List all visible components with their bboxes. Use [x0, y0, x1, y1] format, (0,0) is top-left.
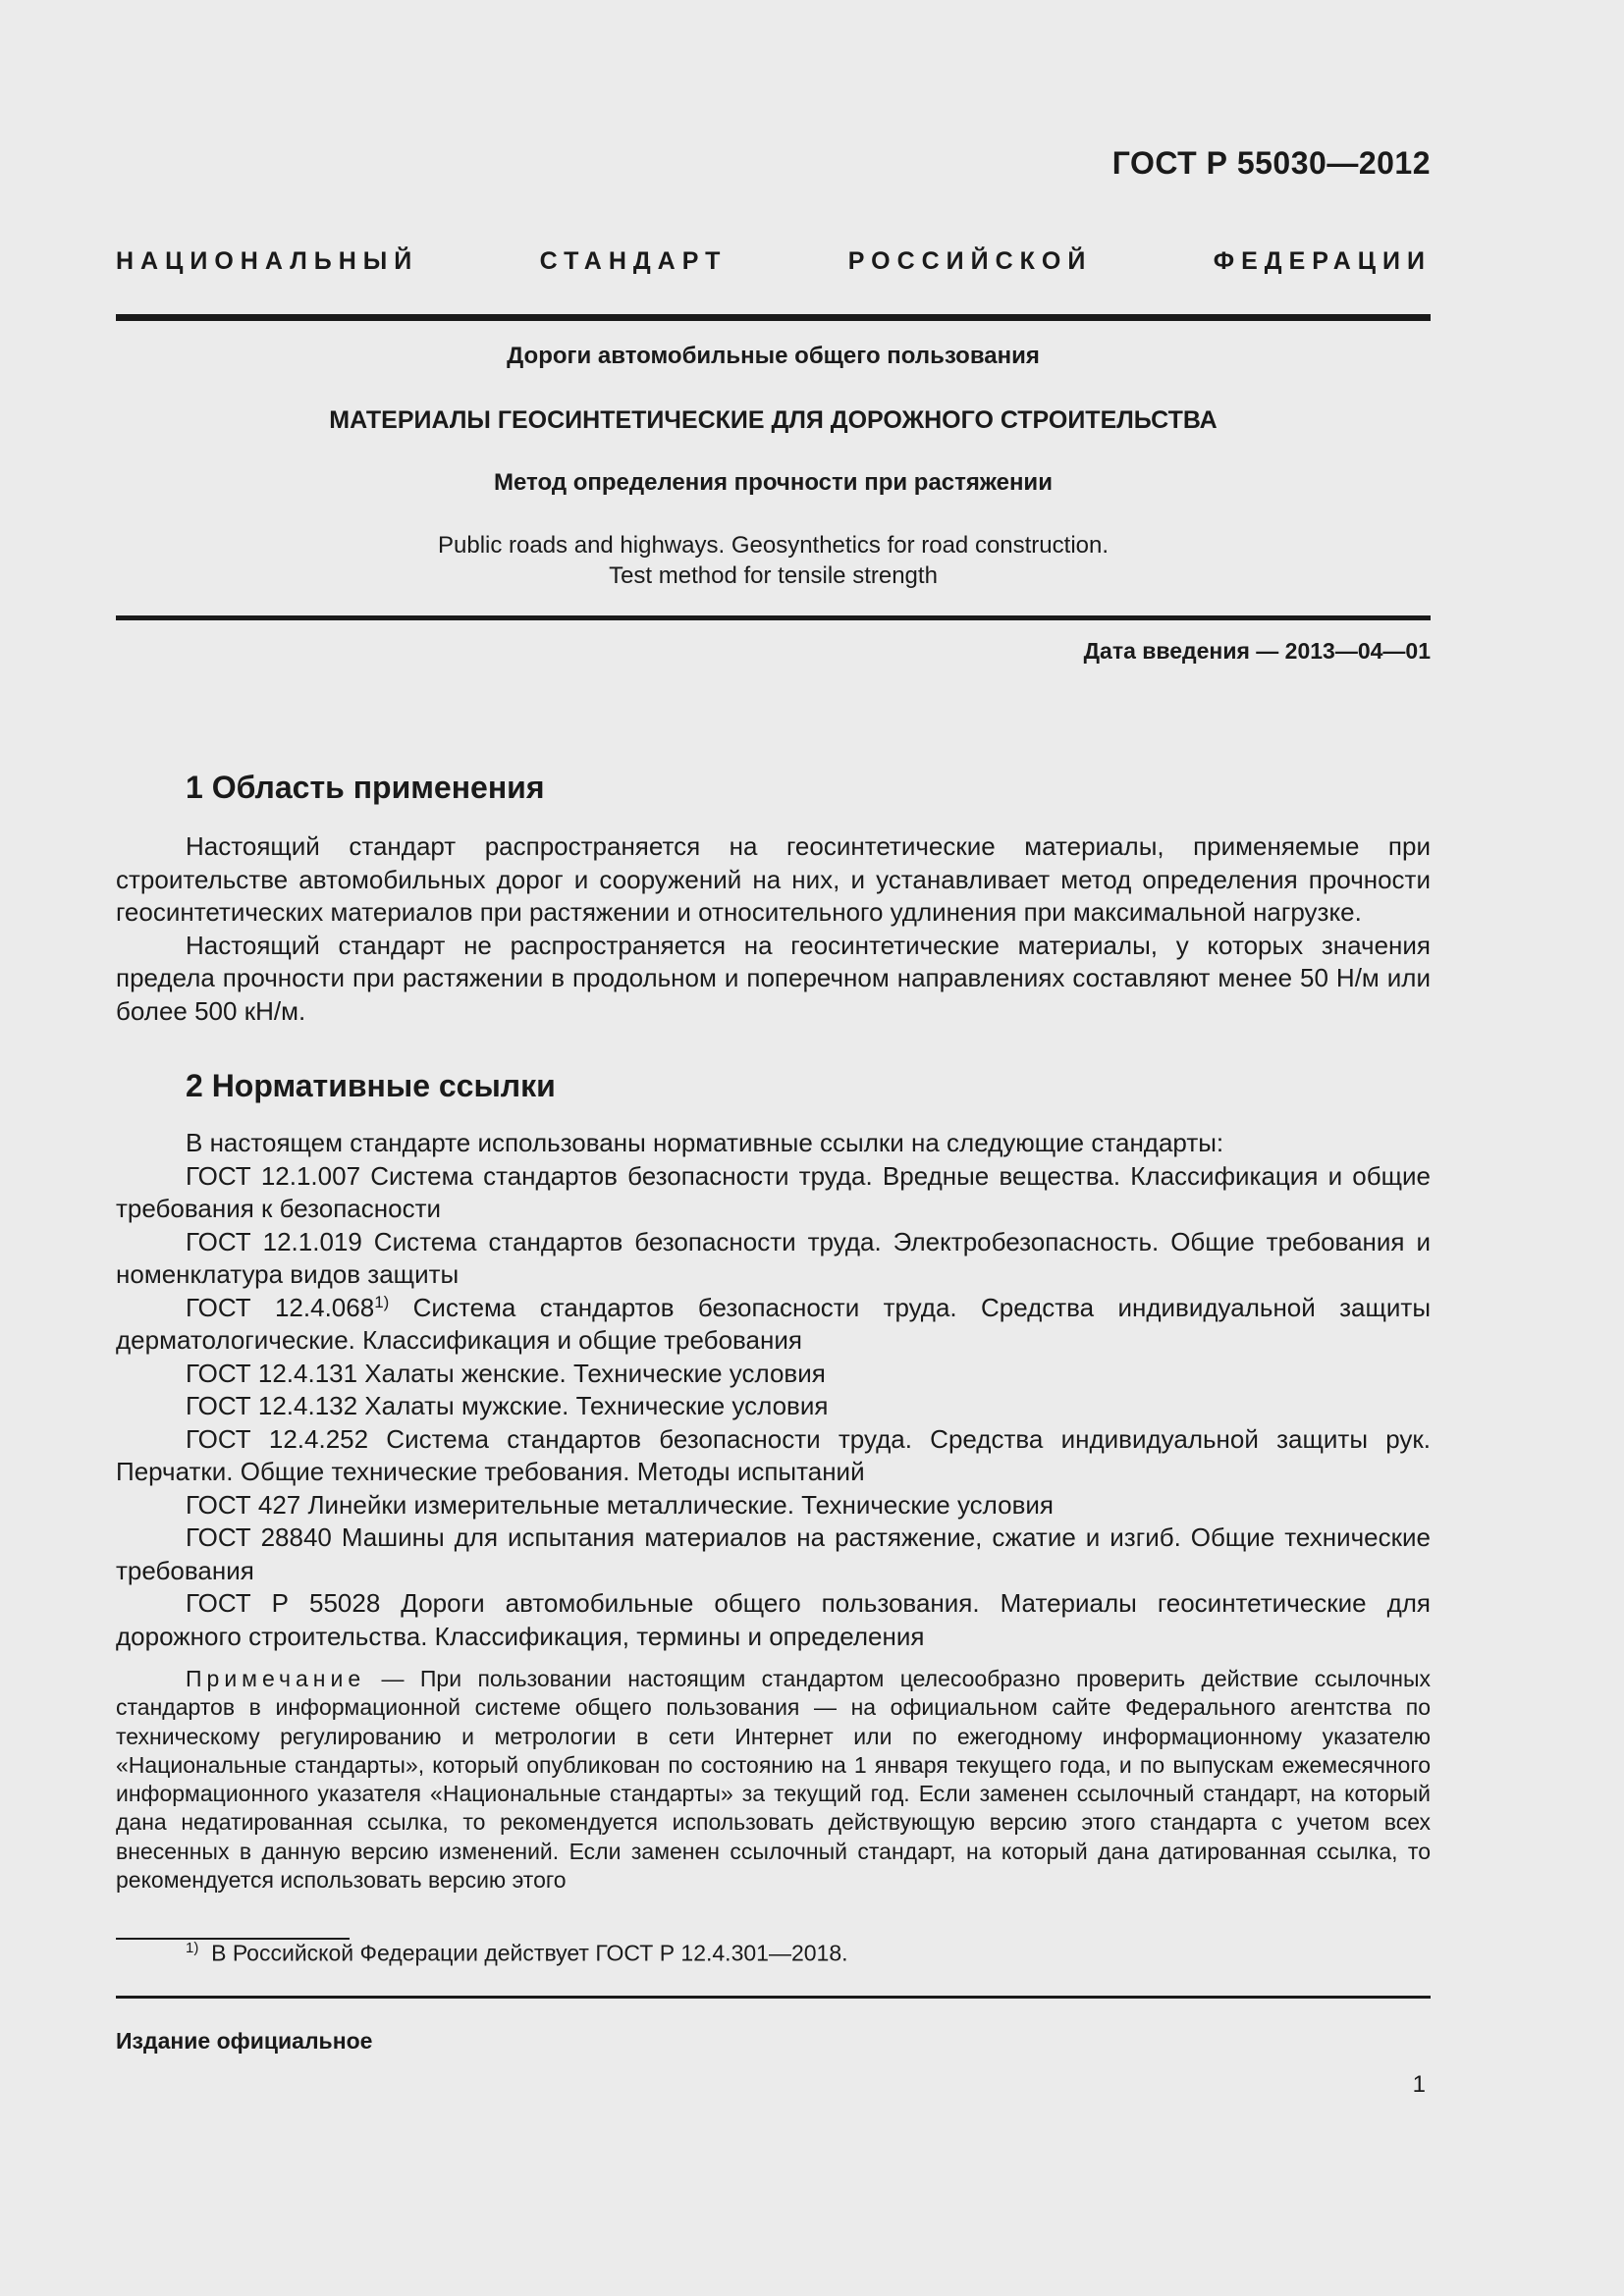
title-main: МАТЕРИАЛЫ ГЕОСИНТЕТИЧЕСКИЕ ДЛЯ ДОРОЖНОГО СТРОИТЕЛЬСТВА — [329, 406, 1218, 434]
page-number: 1 — [1412, 2071, 1426, 2098]
section-1-body — [116, 830, 1431, 1028]
national-standard-header: НАЦИОНАЛЬНЫЙ СТАНДАРТ РОССИЙСКОЙ ФЕДЕРАЦИИ — [116, 247, 1432, 275]
footnote — [186, 1940, 848, 1967]
note-text: — При пользовании настоящим стандартом целесообразно проверить действие ссылочных стандартов в информационной системе общего пользования — на официальном сайте Федерального агентства по техническому регулированию и метрологии в сети Интернет или по ежегодному информационному указателю «Национальные стандарты», который опубликован по состоянию на 1 января текущего года, и по выпускам ежемесячного информационного указателя «Национальные стандарты» за текущий год. Если заменен ссылочный стандарт, на который дана недатированная ссылка, то рекомендуется использовать действующую версию этого стандарта с учетом всех внесенных в данную версию изменений. Если заменен ссылочный стандарт, на который дана датированная ссылка, то рекомендуется использовать версию этого — [116, 1666, 1431, 1894]
footnote-marker: 1) — [374, 1292, 390, 1311]
title-english-2: Test method for tensile strength — [609, 562, 938, 589]
note-paragraph — [116, 1665, 1431, 1895]
introduction-date: Дата введения — 2013—04—01 — [1083, 638, 1431, 664]
reference-item: ГОСТ 12.1.019 Система стандартов безопасности труда. Электробезопасность. Общие требования и номенклатура видов защиты — [116, 1226, 1431, 1289]
reference-code: ГОСТ 12.4.068 — [186, 1292, 375, 1322]
reference-item: ГОСТ Р 55028 Дороги автомобильные общего пользования. Материалы геосинтетические для дорожного строительства. Классификация, термины и определения — [116, 1588, 1431, 1651]
title-rule — [116, 615, 1431, 620]
footnote-text: В Российской Федерации действует ГОСТ Р 12.4.301—2018. — [211, 1940, 848, 1966]
section-1-paragraph-2: Настоящий стандарт не распространяется на геосинтетические материалы, у которых значения предела прочности при растяжении в продольном и поперечном направлениях составляют менее 50 Н/м или более 500 кН/м. — [116, 930, 1431, 1026]
normative-references — [116, 1127, 1431, 1653]
document-number: ГОСТ Р 55030—2012 — [1111, 145, 1431, 181]
reference-text: Система стандартов безопасности труда. Средства индивидуальной защиты дерматологические. Классификация и общие требования — [116, 1292, 1432, 1355]
section-1-paragraph-1: Настоящий стандарт распространяется на геосинтетические материалы, применяемые при строительстве автомобильных дорог и сооружений на них, и устанавливает метод определения прочности геосинтетических материалов при растяжении и относительного удлинения при максимальной нагрузке. — [116, 831, 1431, 927]
section-2-heading: 2 Нормативные ссылки — [186, 1068, 556, 1103]
reference-item: ГОСТ 427 Линейки измерительные металлические. Технические условия — [186, 1489, 1054, 1520]
title-road-category: Дороги автомобильные общего пользования — [507, 343, 1040, 369]
reference-item: ГОСТ 12.4.132 Халаты мужские. Технические условия — [186, 1391, 829, 1420]
note-block — [116, 1665, 1431, 1895]
official-edition-label: Издание официальное — [116, 2028, 373, 2054]
header-rule — [116, 314, 1431, 321]
reference-item: ГОСТ 12.4.252 Система стандартов безопасности труда. Средства индивидуальной защиты рук. Перчатки. Общие технические требования. Методы испытаний — [116, 1423, 1431, 1486]
footnote-number: 1) — [186, 1940, 199, 1956]
reference-item: ГОСТ 28840 Машины для испытания материалов на растяжение, сжатие и изгиб. Общие технические требования — [116, 1522, 1431, 1585]
reference-item: ГОСТ 12.4.131 Халаты женские. Технические условия — [186, 1358, 826, 1388]
section-1-heading: 1 Область применения — [186, 770, 545, 805]
note-label: Примечание — [186, 1666, 366, 1691]
title-english-1: Public roads and highways. Geosynthetics for road construction. — [437, 532, 1110, 559]
reference-item — [116, 1292, 1431, 1358]
footer-rule — [116, 1996, 1431, 1999]
references-intro: В настоящем стандарте использованы нормативные ссылки на следующие стандарты: — [186, 1128, 1224, 1157]
reference-item: ГОСТ 12.1.007 Система стандартов безопасности труда. Вредные вещества. Классификация и общие требования к безопасности — [116, 1160, 1431, 1223]
title-method: Метод определения прочности при растяжении — [494, 469, 1053, 496]
